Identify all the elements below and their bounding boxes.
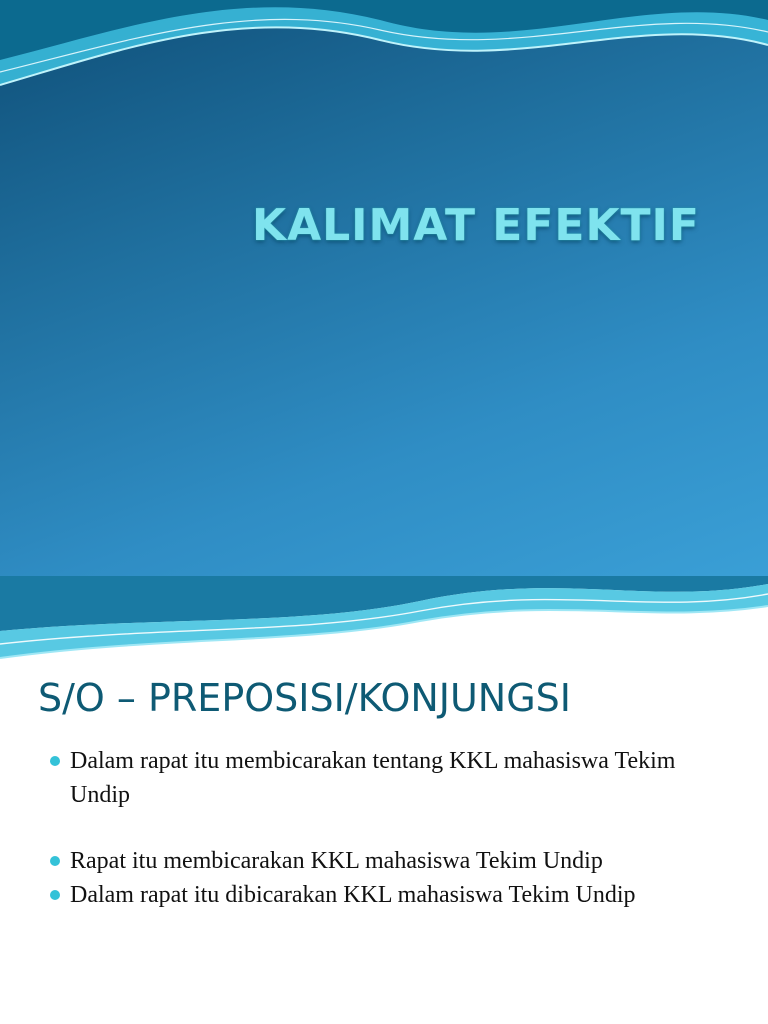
bullet-list bbox=[50, 744, 740, 912]
bullet-text: Dalam rapat itu dibicarakan KKL mahasiswa Tekim Undip bbox=[70, 882, 636, 908]
list-item bbox=[50, 844, 740, 878]
bullet-dot-icon bbox=[50, 890, 60, 900]
list-item bbox=[50, 878, 740, 912]
content-slide bbox=[0, 576, 768, 1024]
bullet-dot-icon bbox=[50, 756, 60, 766]
wave-decoration bbox=[0, 0, 768, 110]
list-item bbox=[50, 744, 740, 812]
slide-title: KALIMAT EFEKTIF bbox=[251, 200, 700, 251]
slide-heading: S/O – PREPOSISI/KONJUNGSI bbox=[38, 676, 572, 720]
bullet-text: Rapat itu membicarakan KKL mahasiswa Tekim Undip bbox=[70, 848, 603, 874]
bullet-dot-icon bbox=[50, 856, 60, 866]
bullet-text: Dalam rapat itu membicarakan tentang KKL mahasiswa Tekim Undip bbox=[70, 748, 676, 808]
wave-decoration bbox=[0, 576, 768, 666]
